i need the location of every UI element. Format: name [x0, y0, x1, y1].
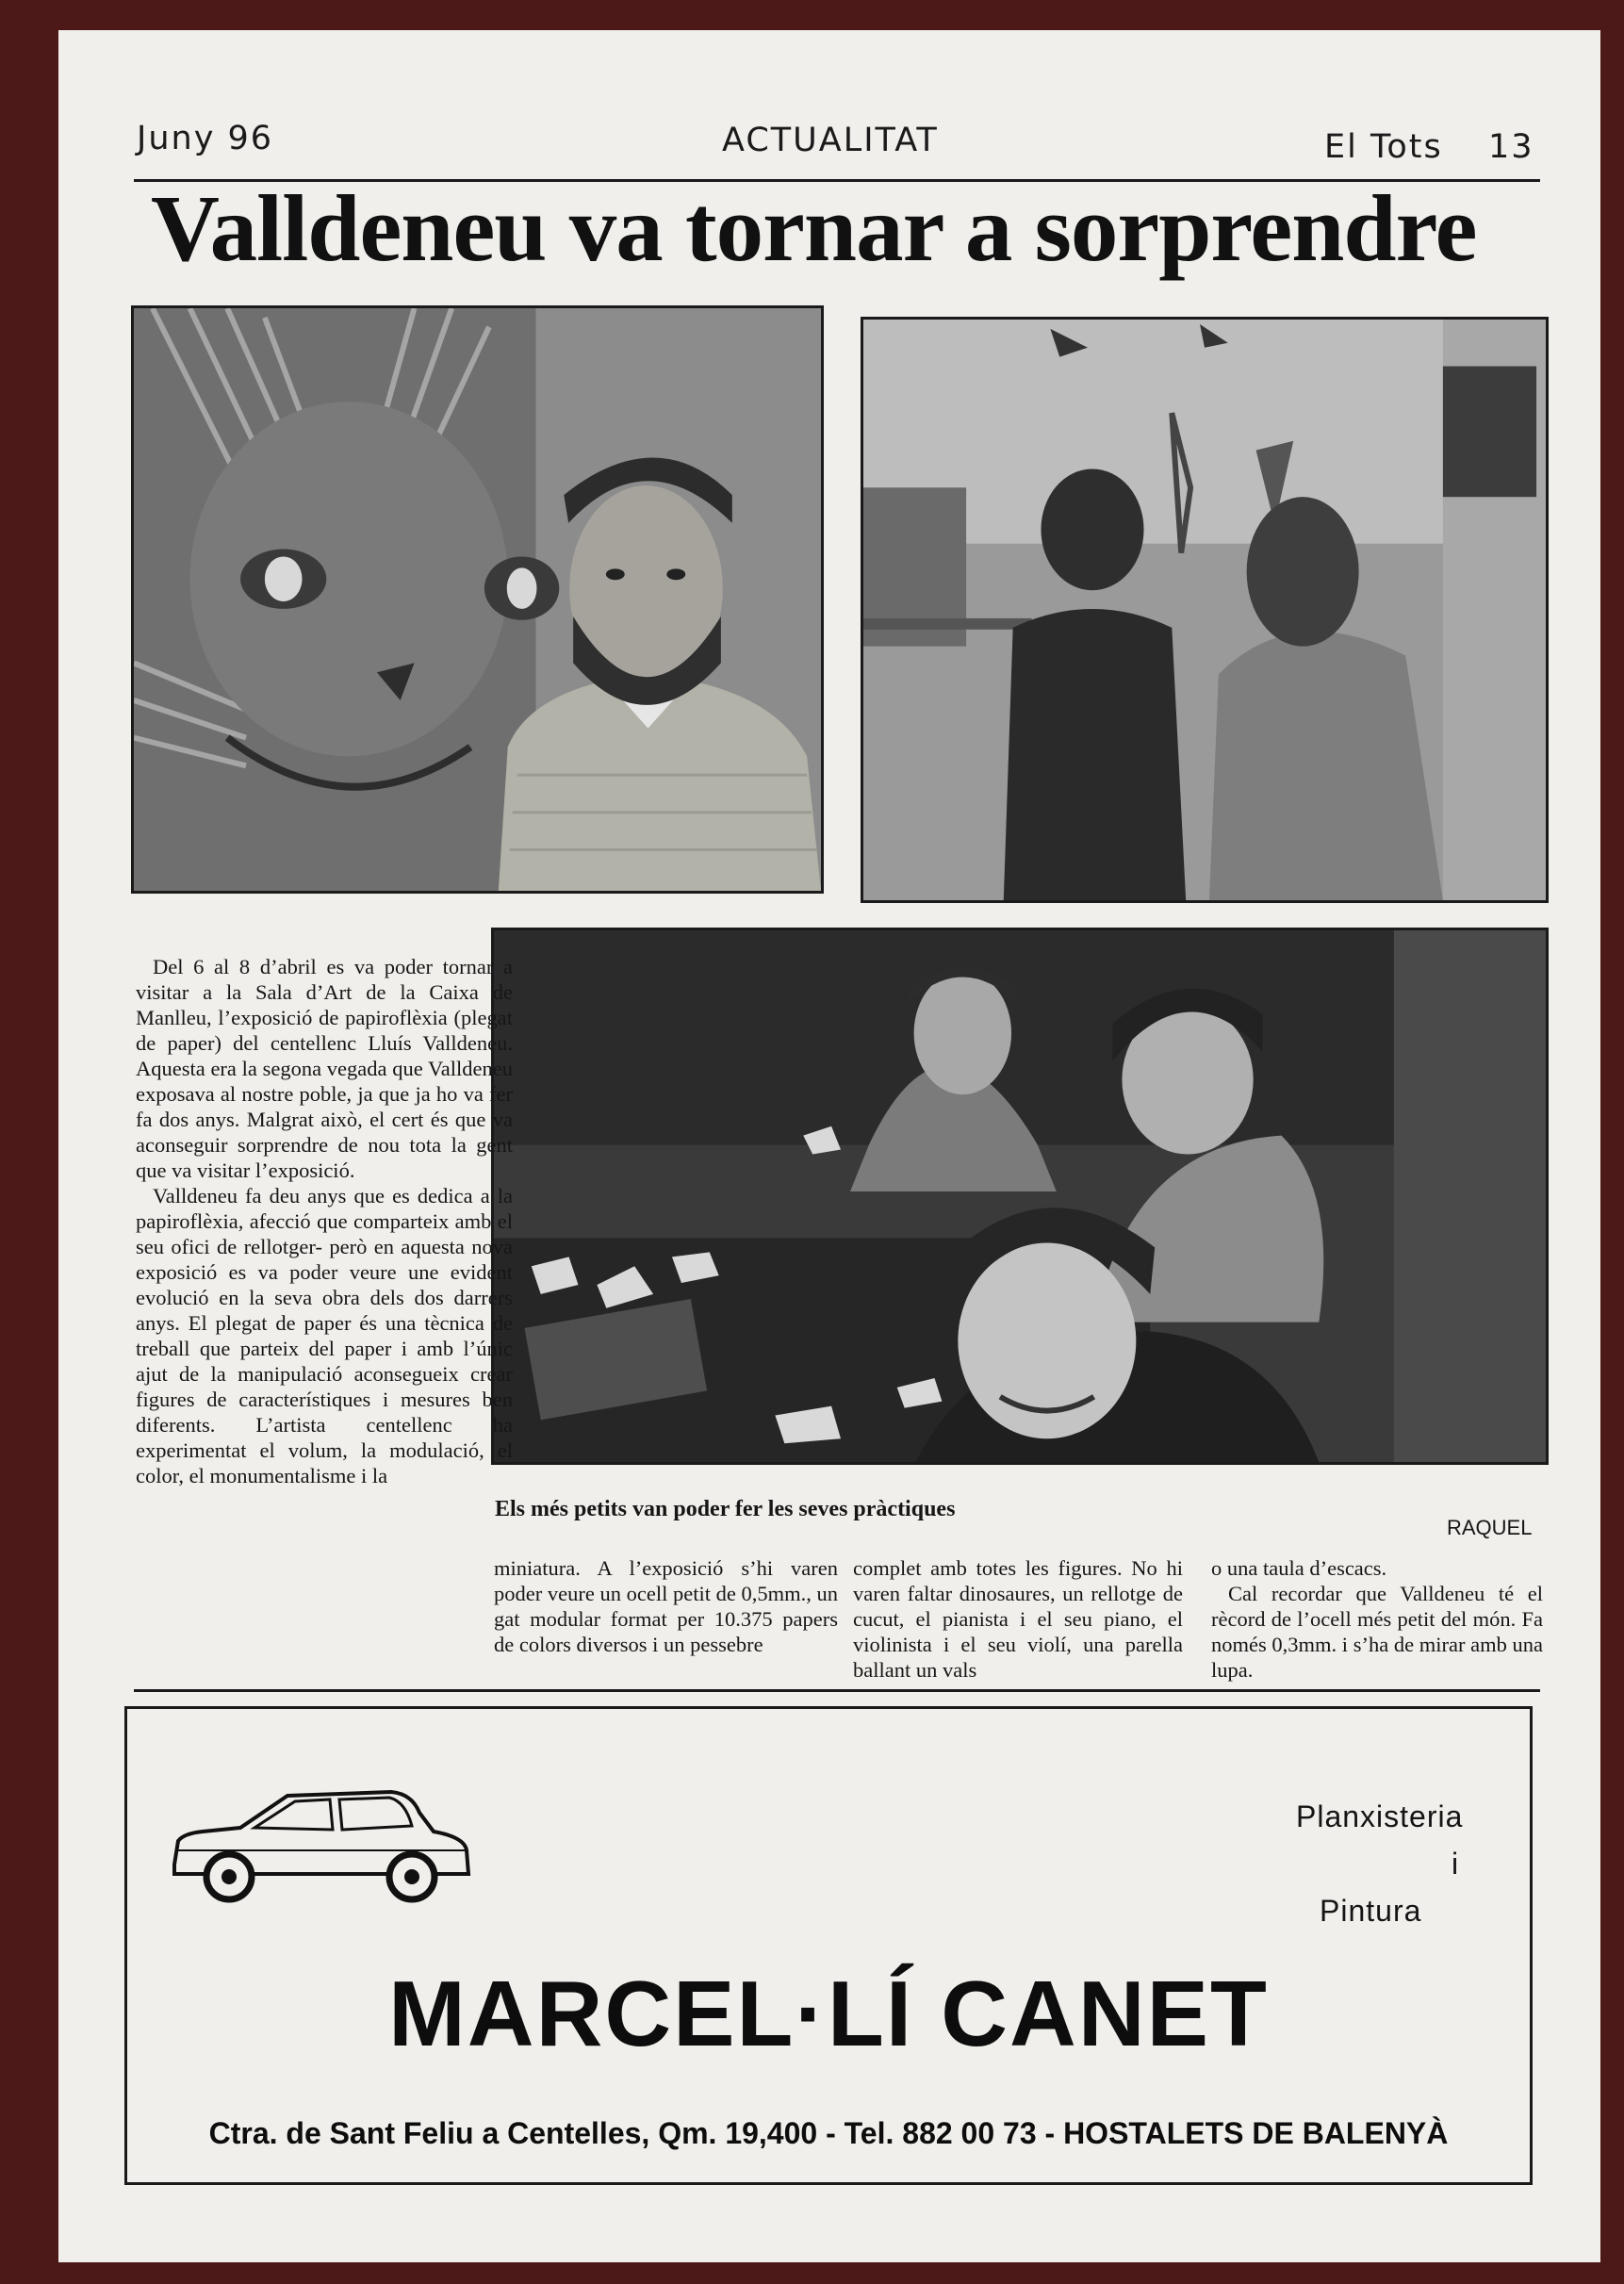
photo-children-at-exhibition [861, 317, 1549, 903]
article-column-1 [136, 954, 513, 1488]
ad-business-name: MARCEL·LÍ CANET [388, 1962, 1269, 2065]
article-paragraph: miniatura. A l’exposició s’hi varen poder veure un ocell petit de 0,5mm., un gat modular format per 10.375 papers de colors diversos i un pessebre [494, 1556, 838, 1656]
article-paragraph: Cal recordar que Valldeneu té el rècord de l’ocell més petit del món. Fa només 0,3mm. i s’ha de mirar amb una lupa. [1211, 1582, 1543, 1682]
ad-address: Ctra. de Sant Feliu a Centelles, Qm. 19,400 - Tel. 882 00 73 - HOSTALETS DE BALENYÀ [208, 2116, 1449, 2150]
ad-service-line-3: Pintura [1320, 1894, 1422, 1928]
ad-divider [134, 1689, 1540, 1692]
newspaper-page [58, 30, 1600, 2262]
ad-service-line-2: i [1452, 1847, 1459, 1881]
photo-artist-with-cat [131, 305, 824, 894]
ad-service-line-1: Planxisteria [1296, 1799, 1464, 1833]
page-number: 13 [1488, 128, 1534, 166]
article-paragraph: o una taula d’escacs. [1211, 1556, 1387, 1580]
car-icon [165, 1784, 476, 1907]
photo-caption: Els més petits van poder fer les seves pràctiques [495, 1497, 956, 1521]
publication-name: El Tots [1324, 128, 1443, 166]
article-paragraph: complet amb totes les figures. No hi varen faltar dinosaures, un rellotge de cucut, el pianista i el seu piano, el violinista i el seu violí, una parella ballant un vals [853, 1556, 1183, 1682]
article-headline: Valldeneu va tornar a sorprendre [151, 175, 1477, 281]
photo-children-folding-paper [491, 928, 1549, 1465]
advertisement-box [124, 1706, 1533, 2185]
article-paragraph: Valldeneu fa deu anys que es dedica a la papiroflèxia, afecció que comparteix amb el seu ofici de rellotger- però en aquesta nova exposició es va poder veure une evident evolució en la seva obra dels dos darrers anys. El plegat de paper és una tècnica de treball que parteix del paper i amb l’únic ajut de la manipulació aconsegueix crear figures de característiques i mesures ben diferents. L’artista centellenc ha experimentat el volum, la modulació, el color, el monumentalisme i la [136, 1184, 513, 1487]
article-paragraph: Del 6 al 8 d’abril es va poder tornar a visitar a la Sala d’Art de la Caixa de Manlleu, l’exposició de papiroflèxia (plegat de paper) del centellenc Lluís Valldeneu. Aquesta era la segona vegada que Valldeneu exposava al nostre poble, ja que ja ho va fer fa dos anys. Malgrat això, el cert és que va aconseguir sorprendre de nou tota la gent que va visitar l’exposició. [136, 955, 513, 1182]
article-column-4 [1211, 1555, 1543, 1683]
issue-date: Juny 96 [137, 120, 274, 157]
section-title: ACTUALITAT [722, 122, 939, 159]
photo-credit: RAQUEL [1447, 1516, 1533, 1539]
article-column-2 [494, 1555, 838, 1657]
article-column-3 [853, 1555, 1183, 1683]
